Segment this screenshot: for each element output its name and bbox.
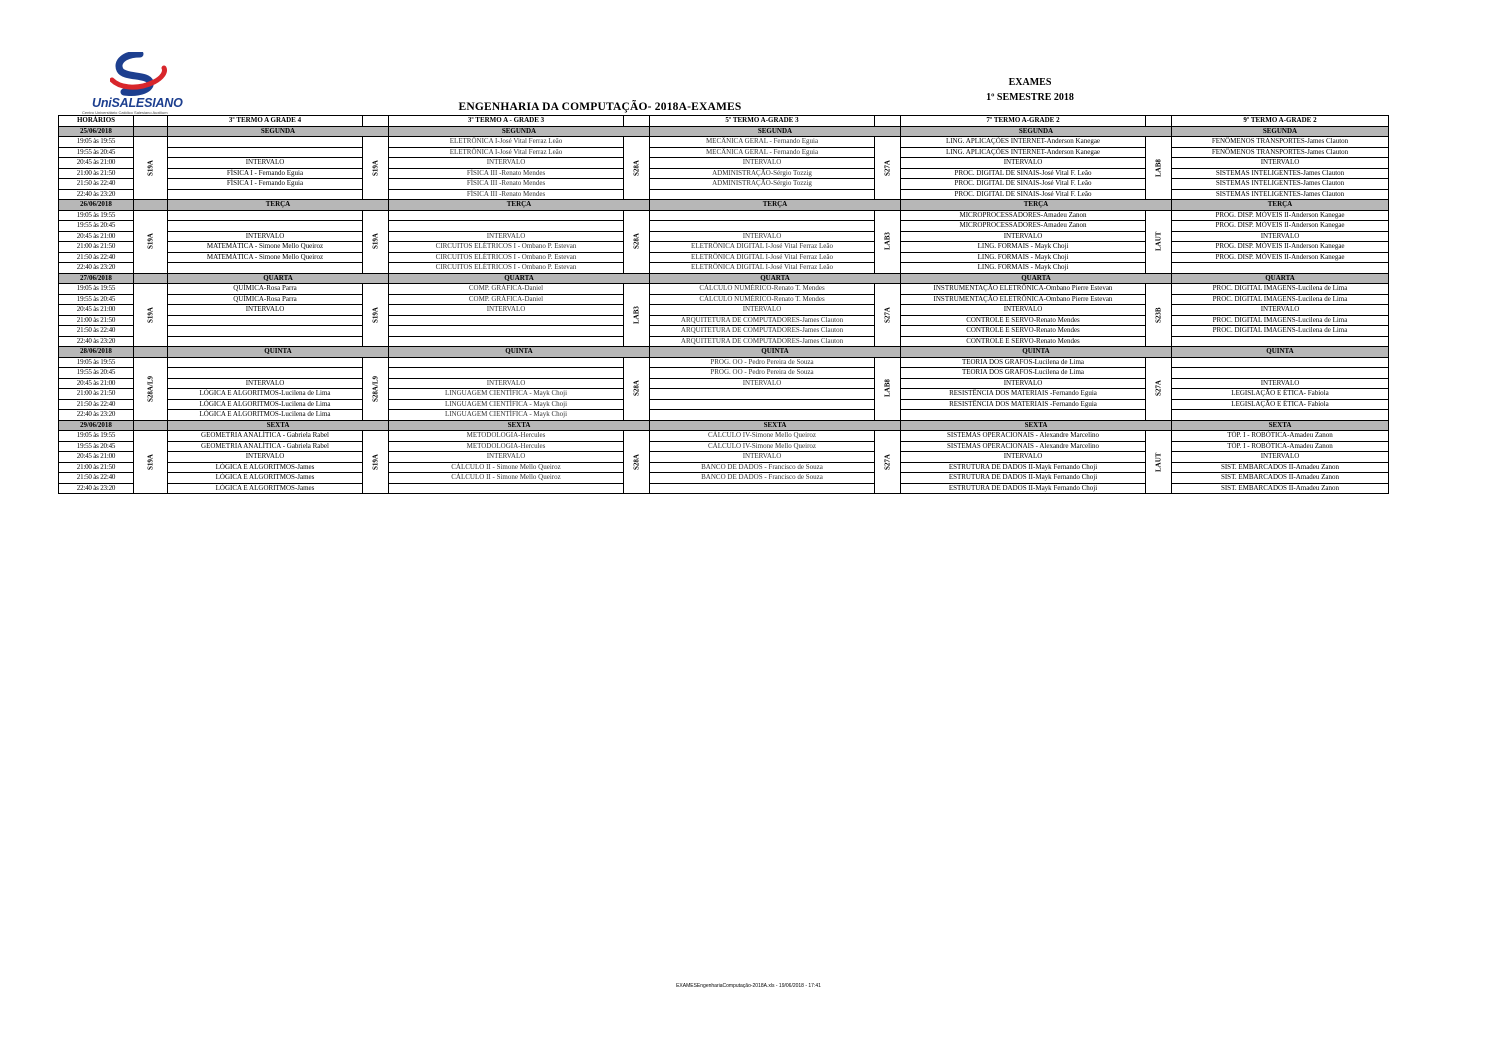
course-cell [1172,368,1389,379]
course-cell: INTERVALO [901,452,1146,463]
course-cell: ADMINISTRAÇÃO-Sérgio Tozzig [650,168,875,179]
room-label: LAUT [1146,210,1172,273]
course-cell: INTERVALO [168,231,363,242]
course-cell: FÍSICA I - Fernando Eguia [168,179,363,190]
course-cell [389,483,624,494]
day-room-blank [134,126,168,137]
weekday-label: SEXTA [650,420,901,431]
course-cell [168,368,363,379]
course-cell: MECÂNICA GERAL - Fernando Eguia [650,147,875,158]
course-cell: SISTEMAS INTELIGENTES-James Clauton [1172,189,1389,200]
time-slot: 21:50 às 22:40 [59,473,134,484]
room-label: S19A [134,210,168,273]
course-cell: GEOMETRIA ANALÍTICA - Gabriela Rabel [168,441,363,452]
course-cell: LING. FORMAIS - Mayk Choji [901,263,1146,274]
course-cell [168,189,363,200]
course-cell: PROC. DIGITAL IMAGENS-Lucilena de Lima [1172,326,1389,337]
weekday-label: SEXTA [901,420,1172,431]
day-date: 27/06/2018 [59,273,134,284]
weekday-label: QUINTA [901,347,1172,358]
column-header: 9º TERMO A-GRADE 2 [1172,116,1389,127]
time-slot: 19:05 às 19:55 [59,210,134,221]
course-cell [389,357,624,368]
time-slot: 19:55 às 20:45 [59,221,134,232]
time-slot: 22:40 às 23:20 [59,336,134,347]
course-cell [389,221,624,232]
course-cell: INSTRUMENTAÇÃO ELETRÔNICA-Ombano Pierre Estevan [901,294,1146,305]
weekday-label: QUINTA [1172,347,1389,358]
course-cell [389,315,624,326]
course-cell: INTERVALO [901,231,1146,242]
table-row [59,168,1389,179]
time-slot: 19:55 às 20:45 [59,147,134,158]
table-row [59,221,1389,232]
course-cell: ARQUITETURA DE COMPUTADORES-James Clauton [650,315,875,326]
course-cell: CIRCUITOS ELÉTRICOS I - Ombano P. Estevan [389,252,624,263]
room-label: S23B [1146,284,1172,347]
weekday-label: SEXTA [168,420,389,431]
course-cell: FÍSICA I - Fernando Eguia [168,168,363,179]
course-cell: ESTRUTURA DE DADOS II-Mayk Fernando Choji [901,462,1146,473]
table-row [59,368,1389,379]
day-header-row [59,420,1389,431]
page-title: ENGENHARIA DA COMPUTAÇÃO- 2018A-EXAMES [458,101,742,113]
exams-title: EXAMES [1008,77,1052,88]
course-cell [650,210,875,221]
course-cell: QUÍMICA-Rosa Parra [168,284,363,295]
course-cell: LINGUAGEM CIENTÍFICA - Mayk Choji [389,399,624,410]
table-row [59,336,1389,347]
course-cell: BANCO DE DADOS - Francisco de Souza [650,473,875,484]
course-cell: INTERVALO [1172,378,1389,389]
course-cell: SISTEMAS OPERACIONAIS - Alexandre Marcelino [901,441,1146,452]
room-header-cell [363,116,389,127]
course-cell [168,210,363,221]
course-cell: LING. APLICAÇÕES INTERNET-Anderson Kanegae [901,147,1146,158]
room-header-cell [134,116,168,127]
weekday-label: QUINTA [389,347,650,358]
course-cell: PROC. DIGITAL DE SINAIS-José Vital F. Leão [901,179,1146,190]
course-cell: INTERVALO [389,231,624,242]
exams-heading [960,75,1100,105]
course-cell: ELETRÔNICA I-José Vital Ferraz Leão [389,147,624,158]
table-row [59,452,1389,463]
course-cell: INTERVALO [168,452,363,463]
course-cell: INTERVALO [1172,231,1389,242]
course-cell: LINGUAGEM CIENTÍFICA - Mayk Choji [389,389,624,400]
time-slot: 21:50 às 22:40 [59,252,134,263]
table-row [59,284,1389,295]
course-cell: CONTROLE E SERVO-Renato Mendes [901,315,1146,326]
day-room-blank [134,200,168,211]
course-cell [168,263,363,274]
time-slot: 19:55 às 20:45 [59,368,134,379]
time-slot: 21:00 às 21:50 [59,389,134,400]
course-cell: MATEMÁTICA - Simone Mello Queiroz [168,252,363,263]
weekday-label: QUINTA [650,347,901,358]
room-label: S19A [363,431,389,494]
course-cell: MATEMÁTICA - Simone Mello Queiroz [168,242,363,253]
course-cell: PROG. DISP. MÓVEIS II-Anderson Kanegae [1172,221,1389,232]
table-row [59,399,1389,410]
course-cell: ARQUITETURA DE COMPUTADORES-James Clauton [650,336,875,347]
weekday-label: SEGUNDA [1172,126,1389,137]
course-cell: FENÔMENOS TRANSPORTES-James Clauton [1172,147,1389,158]
course-cell: CONTROLE E SERVO-Renato Mendes [901,336,1146,347]
table-row [59,158,1389,169]
course-cell: ARQUITETURA DE COMPUTADORES-James Clauton [650,326,875,337]
table-row [59,263,1389,274]
course-cell: PROC. DIGITAL IMAGENS-Lucilena de Lima [1172,284,1389,295]
course-cell: CONTROLE E SERVO-Renato Mendes [901,326,1146,337]
room-label: LAB3 [624,284,650,347]
course-cell: ESTRUTURA DE DADOS II-Mayk Fernando Choji [901,473,1146,484]
exam-schedule-table [58,115,1389,494]
course-cell: ELETRÔNICA DIGITAL I-José Vital Ferraz Leão [650,263,875,274]
room-header-cell [1146,116,1172,127]
room-label: S19A [363,210,389,273]
course-cell: PROG. OO - Pedro Pereira de Souza [650,368,875,379]
day-date: 25/06/2018 [59,126,134,137]
course-cell: INTERVALO [650,305,875,316]
room-label: S28A [624,357,650,420]
weekday-label: QUARTA [1172,273,1389,284]
table-row [59,462,1389,473]
logo-emblem-icon [110,52,168,96]
course-cell: PROC. DIGITAL DE SINAIS-José Vital F. Leão [901,189,1146,200]
course-cell: INTERVALO [168,158,363,169]
table-row [59,242,1389,253]
course-cell: PROG. DISP. MÓVEIS II-Anderson Kanegae [1172,210,1389,221]
course-cell [1172,410,1389,421]
course-cell: INTERVALO [650,378,875,389]
course-cell: LÓGICA E ALGORITMOS-Lucilena de Lima [168,399,363,410]
weekday-label: SEXTA [1172,420,1389,431]
table-row [59,189,1389,200]
time-slot: 20:45 às 21:00 [59,378,134,389]
weekday-label: QUARTA [168,273,389,284]
room-label: LAB8 [1146,137,1172,200]
column-header: HORÁRIOS [59,116,134,127]
course-cell: TÓP. I - ROBÓTICA-Amadeu Zanon [1172,431,1389,442]
room-header-cell [875,116,901,127]
time-slot: 22:40 às 23:20 [59,189,134,200]
course-cell: LÓGICA E ALGORITMOS-James [168,483,363,494]
table-row [59,410,1389,421]
course-cell: SIST. EMBARCADOS II-Amadeu Zanon [1172,483,1389,494]
room-label: S19A [363,284,389,347]
time-slot: 20:45 às 21:00 [59,231,134,242]
time-slot: 19:05 às 19:55 [59,284,134,295]
course-cell: INTERVALO [1172,452,1389,463]
weekday-label: SEGUNDA [389,126,650,137]
room-label: LAB3 [875,210,901,273]
table-row [59,231,1389,242]
room-label: S19A [134,137,168,200]
time-slot: 19:05 às 19:55 [59,431,134,442]
time-slot: 22:40 às 23:20 [59,410,134,421]
course-cell: CÁLCULO IV-Simone Mello Queiroz [650,431,875,442]
time-slot: 20:45 às 21:00 [59,452,134,463]
course-cell [168,137,363,148]
course-cell: CÁLCULO NUMÉRICO-Renato T. Mendes [650,294,875,305]
weekday-label: QUARTA [650,273,901,284]
day-header-row [59,126,1389,137]
room-header-cell [624,116,650,127]
course-cell: QUÍMICA-Rosa Parra [168,294,363,305]
course-cell [1172,263,1389,274]
course-cell: INTERVALO [901,378,1146,389]
course-cell: CÁLCULO IV-Simone Mello Queiroz [650,441,875,452]
page-footer: EXAMESEngenhariaComputação-2018A.xls - 19/06/2018 - 17:41 [676,983,821,989]
table-row [59,483,1389,494]
time-slot: 20:45 às 21:00 [59,305,134,316]
table-row [59,431,1389,442]
table-row [59,473,1389,484]
course-cell: PROG. DISP. MÓVEIS II-Anderson Kanegae [1172,242,1389,253]
course-cell: LING. FORMAIS - Mayk Choji [901,242,1146,253]
day-date: 29/06/2018 [59,420,134,431]
time-slot: 19:55 às 20:45 [59,441,134,452]
course-cell: INTERVALO [389,378,624,389]
room-label: S28A/L9 [134,357,168,420]
course-cell: MICROPROCESSADORES-Amadeu Zanon [901,210,1146,221]
course-cell [389,210,624,221]
course-cell: PROG. OO - Pedro Pereira de Souza [650,357,875,368]
course-cell [168,326,363,337]
time-slot: 21:50 às 22:40 [59,399,134,410]
course-cell [650,389,875,400]
logo-brand-text: UniSALESIANO [92,96,183,110]
room-label: S28A [624,431,650,494]
course-cell: METODOLOGIA-Hercules [389,441,624,452]
weekday-label: SEGUNDA [901,126,1172,137]
logo-subtitle: Centro Universitário Católico Salesiano Auxilium [82,110,168,115]
weekday-label: TERÇA [901,200,1172,211]
time-slot: 21:50 às 22:40 [59,179,134,190]
table-row [59,441,1389,452]
course-cell: LÓGICA E ALGORITMOS-Lucilena de Lima [168,410,363,421]
course-cell: LEGISLAÇÃO E ÉTICA- Fabíola [1172,389,1389,400]
course-cell [901,410,1146,421]
course-cell: INTERVALO [389,158,624,169]
course-cell: INTERVALO [650,231,875,242]
time-slot: 21:00 às 21:50 [59,242,134,253]
table-row [59,326,1389,337]
table-row [59,294,1389,305]
room-label: S19A [134,284,168,347]
course-cell: LÓGICA E ALGORITMOS-Lucilena de Lima [168,389,363,400]
course-cell: FÍSICA III -Renato Mendes [389,168,624,179]
course-cell: ELETRÔNICA DIGITAL I-José Vital Ferraz Leão [650,252,875,263]
course-cell [168,336,363,347]
course-cell: INTERVALO [168,378,363,389]
time-slot: 19:05 às 19:55 [59,357,134,368]
room-label: S27A [1146,357,1172,420]
course-cell: INTERVALO [901,158,1146,169]
course-cell [168,221,363,232]
course-cell: RESISTÊNCIA DOS MATERIAIS -Fernando Eguia [901,389,1146,400]
course-cell: LING. FORMAIS - Mayk Choji [901,252,1146,263]
column-header: 3º TERMO A GRADE 4 [168,116,363,127]
time-slot: 19:55 às 20:45 [59,294,134,305]
column-header: 5º TERMO A-GRADE 3 [650,116,875,127]
course-cell [650,410,875,421]
table-row [59,389,1389,400]
course-cell [1172,336,1389,347]
course-cell: COMP. GRÁFICA-Daniel [389,284,624,295]
weekday-label: SEGUNDA [650,126,901,137]
room-label: S19A [363,137,389,200]
course-cell [389,368,624,379]
table-row [59,147,1389,158]
course-cell: MICROPROCESSADORES-Amadeu Zanon [901,221,1146,232]
weekday-label: TERÇA [650,200,901,211]
course-cell: INTERVALO [1172,305,1389,316]
time-slot: 21:00 às 21:50 [59,462,134,473]
table-row [59,357,1389,368]
day-date: 26/06/2018 [59,200,134,211]
course-cell: CÁLCULO II - Simone Mello Queiroz [389,462,624,473]
room-label: S28A/L9 [363,357,389,420]
room-label: S27A [875,137,901,200]
weekday-label: QUARTA [389,273,650,284]
course-cell: PROC. DIGITAL IMAGENS-Lucilena de Lima [1172,315,1389,326]
course-cell: TÓP. I - ROBÓTICA-Amadeu Zanon [1172,441,1389,452]
weekday-label: SEGUNDA [168,126,389,137]
course-cell: SIST. EMBARCADOS II-Amadeu Zanon [1172,473,1389,484]
day-date: 28/06/2018 [59,347,134,358]
course-cell: FÍSICA III -Renato Mendes [389,189,624,200]
course-cell: CIRCUITOS ELÉTRICOS I - Ombano P. Estevan [389,263,624,274]
course-cell [168,315,363,326]
table-row [59,252,1389,263]
course-cell: INSTRUMENTAÇÃO ELETRÔNICA-Ombano Pierre Estevan [901,284,1146,295]
course-cell [389,336,624,347]
day-room-blank [134,347,168,358]
course-cell: FENÔMENOS TRANSPORTES-James Clauton [1172,137,1389,148]
course-cell [650,189,875,200]
weekday-label: QUARTA [901,273,1172,284]
course-cell: METODOLOGIA-Hercules [389,431,624,442]
course-cell: ADMINISTRAÇÃO-Sérgio Tozzig [650,179,875,190]
table-row [59,210,1389,221]
course-cell: TEORIA DOS GRAFOS-Lucilena de Lima [901,357,1146,368]
course-cell: BANCO DE DADOS - Francisco de Souza [650,462,875,473]
room-label: LAB8 [875,357,901,420]
course-cell: LÓGICA E ALGORITMOS-James [168,462,363,473]
course-cell: LINGUAGEM CIENTÍFICA - Mayk Choji [389,410,624,421]
course-cell: TEORIA DOS GRAFOS-Lucilena de Lima [901,368,1146,379]
course-cell: INTERVALO [650,452,875,463]
course-cell: LING. APLICAÇÕES INTERNET-Anderson Kanegae [901,137,1146,148]
time-slot: 19:05 às 19:55 [59,137,134,148]
room-label: LAUT [1146,431,1172,494]
weekday-label: TERÇA [389,200,650,211]
course-cell [168,357,363,368]
course-cell: LEGISLAÇÃO E ÉTICA- Fabíola [1172,399,1389,410]
course-cell [650,399,875,410]
course-cell: FÍSICA III -Renato Mendes [389,179,624,190]
day-header-row [59,273,1389,284]
day-header-row [59,347,1389,358]
room-label: S27A [875,284,901,347]
course-cell: SISTEMAS INTELIGENTES-James Clauton [1172,179,1389,190]
course-cell: SIST. EMBARCADOS II-Amadeu Zanon [1172,462,1389,473]
course-cell: ELETRÔNICA I-José Vital Ferraz Leão [389,137,624,148]
table-row [59,179,1389,190]
time-slot: 22:40 às 23:20 [59,483,134,494]
day-room-blank [134,420,168,431]
time-slot: 21:00 às 21:50 [59,168,134,179]
course-cell [1172,357,1389,368]
unisalesiano-logo [80,52,192,114]
course-cell: SISTEMAS INTELIGENTES-James Clauton [1172,168,1389,179]
course-cell: ESTRUTURA DE DADOS II-Mayk Fernando Choji [901,483,1146,494]
course-cell: RESISTÊNCIA DOS MATERIAIS -Fernando Eguia [901,399,1146,410]
weekday-label: QUINTA [168,347,389,358]
time-slot: 21:00 às 21:50 [59,315,134,326]
semester-label: 1º SEMESTRE 2018 [986,92,1074,103]
course-cell [168,147,363,158]
day-room-blank [134,273,168,284]
room-label: S28A [624,137,650,200]
table-row [59,137,1389,148]
course-cell: SISTEMAS OPERACIONAIS - Alexandre Marcelino [901,431,1146,442]
time-slot: 21:50 às 22:40 [59,326,134,337]
course-cell: GEOMETRIA ANALÍTICA - Gabriela Rabel [168,431,363,442]
column-header-row [59,116,1389,127]
course-cell: CÁLCULO NUMÉRICO-Renato T. Mendes [650,284,875,295]
table-row [59,305,1389,316]
course-cell: COMP. GRÁFICA-Daniel [389,294,624,305]
course-cell: PROC. DIGITAL DE SINAIS-José Vital F. Leão [901,168,1146,179]
time-slot: 20:45 às 21:00 [59,158,134,169]
course-cell: INTERVALO [1172,158,1389,169]
course-cell: INTERVALO [650,158,875,169]
room-label: S28A [624,210,650,273]
course-cell: INTERVALO [168,305,363,316]
room-label: S19A [134,431,168,494]
table-row [59,378,1389,389]
time-slot: 22:40 às 23:20 [59,263,134,274]
column-header: 3º TERMO A - GRADE 3 [389,116,624,127]
table-row [59,315,1389,326]
day-header-row [59,200,1389,211]
course-cell [389,326,624,337]
column-header: 7º TERMO A-GRADE 2 [901,116,1146,127]
course-cell [650,221,875,232]
room-label: S27A [875,431,901,494]
course-cell: LÓGICA E ALGORITMOS-James [168,473,363,484]
weekday-label: TERÇA [168,200,389,211]
course-cell: INTERVALO [389,452,624,463]
weekday-label: SEXTA [389,420,650,431]
course-cell [650,483,875,494]
course-cell: CÁLCULO II - Simone Mello Queiroz [389,473,624,484]
course-cell: CIRCUITOS ELÉTRICOS I - Ombano P. Estevan [389,242,624,253]
course-cell: PROG. DISP. MÓVEIS II-Anderson Kanegae [1172,252,1389,263]
course-cell: INTERVALO [389,305,624,316]
course-cell: INTERVALO [901,305,1146,316]
course-cell: ELETRÔNICA DIGITAL I-José Vital Ferraz Leão [650,242,875,253]
course-cell: PROC. DIGITAL IMAGENS-Lucilena de Lima [1172,294,1389,305]
course-cell: MECÂNICA GERAL - Fernando Eguia [650,137,875,148]
weekday-label: TERÇA [1172,200,1389,211]
